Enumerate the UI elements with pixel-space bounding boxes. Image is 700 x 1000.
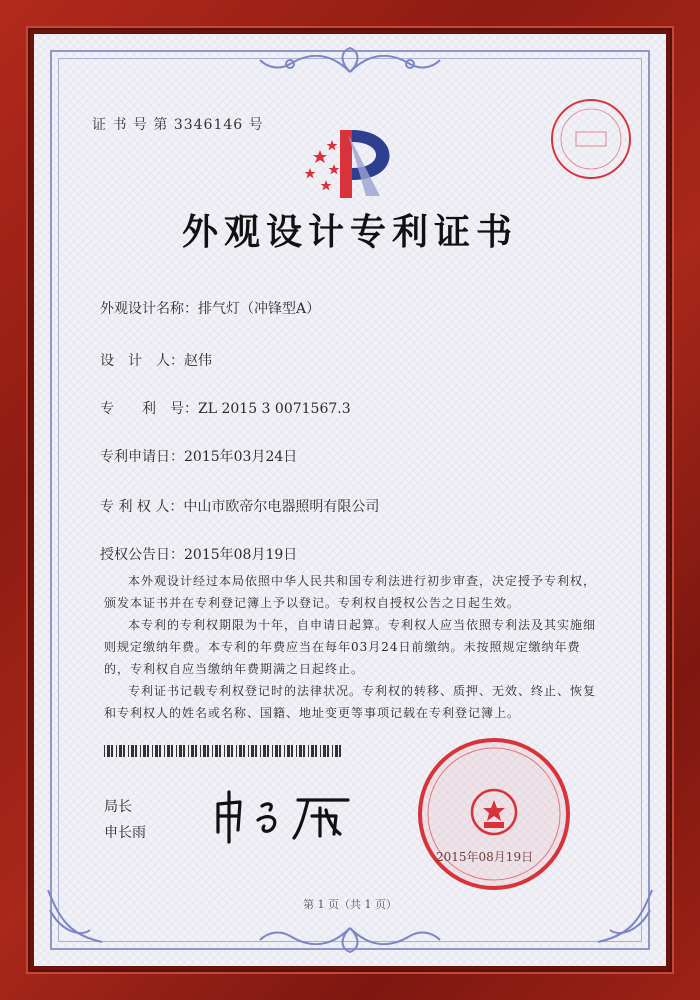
barcode-stripe bbox=[303, 745, 305, 757]
barcode-stripe bbox=[111, 745, 113, 757]
signatory-name: 申长雨 bbox=[104, 825, 146, 841]
barcode-stripe bbox=[155, 745, 158, 757]
signatory-role: 局长 bbox=[104, 799, 132, 815]
certificate-number bbox=[92, 114, 264, 134]
barcode-stripe bbox=[171, 745, 173, 757]
design-name-label: 外观设计名称： bbox=[100, 301, 198, 317]
barcode-stripe bbox=[267, 745, 269, 757]
barcode-stripe bbox=[284, 745, 285, 757]
barcode-stripe bbox=[239, 745, 242, 757]
barcode-stripe bbox=[299, 745, 302, 757]
barcode-stripe bbox=[152, 745, 153, 757]
handwritten-signature bbox=[208, 786, 358, 846]
barcode-stripe bbox=[311, 745, 314, 757]
patent-owner-value: 中山市欧帝尔电器照明有限公司 bbox=[183, 499, 380, 515]
certificate-title: 外观设计专利证书 bbox=[181, 211, 518, 253]
barcode-stripe bbox=[308, 745, 309, 757]
barcode-stripe bbox=[135, 745, 137, 757]
barcode-stripe bbox=[176, 745, 177, 757]
official-seal bbox=[414, 734, 574, 894]
barcode-stripe bbox=[335, 745, 338, 757]
barcode-stripe bbox=[332, 745, 333, 757]
barcode-stripe bbox=[188, 745, 189, 757]
bottom-ornament bbox=[250, 918, 450, 958]
barcode-stripe bbox=[119, 745, 122, 757]
barcode-stripe bbox=[200, 745, 201, 757]
barcode-stripe bbox=[251, 745, 254, 757]
barcode-stripe bbox=[287, 745, 290, 757]
patent-owner-label: 专 利 权 人： bbox=[100, 499, 184, 515]
patent-number-label: 专 利 号： bbox=[100, 401, 198, 417]
application-date-label: 专利申请日： bbox=[100, 449, 184, 465]
designer-label: 设 计 人： bbox=[100, 353, 184, 369]
barcode-stripe bbox=[255, 745, 257, 757]
barcode-stripe bbox=[224, 745, 225, 757]
barcode-stripe bbox=[236, 745, 237, 757]
barcode-stripe bbox=[164, 745, 165, 757]
barcode-stripe bbox=[203, 745, 206, 757]
corner-ornament-br bbox=[590, 880, 660, 950]
page-number: 第 1 页（共 1 页） bbox=[303, 898, 397, 911]
certificate-number-label: 证 书 号 第 bbox=[92, 117, 169, 133]
barcode-stripe bbox=[279, 745, 281, 757]
barcode-stripe bbox=[291, 745, 293, 757]
barcode-stripe bbox=[107, 745, 110, 757]
design-name-value: 排气灯（冲锋型A） bbox=[198, 301, 321, 317]
top-ornament bbox=[250, 42, 450, 82]
barcode-stripe bbox=[104, 745, 105, 757]
field-grant-date bbox=[100, 544, 297, 564]
field-application-date bbox=[100, 446, 297, 466]
field-designer bbox=[100, 350, 212, 370]
barcode-stripe bbox=[215, 745, 218, 757]
seal-date: 2015年08月19日 bbox=[436, 850, 534, 864]
patent-office-logo bbox=[300, 124, 410, 204]
barcode-stripe bbox=[260, 745, 261, 757]
grant-date-value: 2015年08月19日 bbox=[184, 547, 298, 563]
barcode-stripe bbox=[131, 745, 134, 757]
field-patent-number bbox=[100, 398, 351, 418]
body-paragraph-2: 本专利的专利权期限为十年，自申请日起算。专利权人应当依照专利法及其实施细则规定缴纳年费。本专利的年费应当在每年03月24日前缴纳。未按照规定缴纳年费的，专利权自应当缴纳年费期满之日起终止。 bbox=[104, 618, 597, 676]
barcode-stripe bbox=[167, 745, 170, 757]
certificate-number-value: 3346146 bbox=[173, 117, 244, 133]
barcode-stripe bbox=[191, 745, 194, 757]
barcode-stripe bbox=[231, 745, 233, 757]
agency-stamp bbox=[548, 96, 634, 182]
barcode-stripe bbox=[219, 745, 221, 757]
designer-value: 赵伟 bbox=[184, 353, 212, 369]
barcode-stripe bbox=[296, 745, 297, 757]
barcode-stripe bbox=[272, 745, 273, 757]
barcode-stripe bbox=[183, 745, 185, 757]
barcode-stripe bbox=[323, 745, 326, 757]
barcode-stripe bbox=[140, 745, 141, 757]
patent-number-value: ZL 2015 3 0071567.3 bbox=[198, 401, 351, 417]
barcode-stripe bbox=[263, 745, 266, 757]
barcode-stripe bbox=[315, 745, 317, 757]
barcode-stripe bbox=[159, 745, 161, 757]
certificate-body bbox=[104, 570, 600, 724]
barcode-stripe bbox=[128, 745, 129, 757]
barcode-stripe bbox=[116, 745, 117, 757]
body-paragraph-3: 专利证书记载专利权登记时的法律状况。专利权的转移、质押、无效、终止、恢复和专利权人的姓名或名称、国籍、地址变更等事项记载在专利登记簿上。 bbox=[104, 684, 597, 720]
barcode-stripe bbox=[179, 745, 182, 757]
barcode-stripe bbox=[143, 745, 146, 757]
barcode-stripe bbox=[147, 745, 149, 757]
field-design-name bbox=[100, 298, 320, 318]
barcode-stripe bbox=[207, 745, 209, 757]
application-date-value: 2015年03月24日 bbox=[184, 449, 298, 465]
barcode-stripe bbox=[248, 745, 249, 757]
field-patent-owner bbox=[100, 496, 379, 516]
body-paragraph-1: 本外观设计经过本局依照中华人民共和国专利法进行初步审查，决定授予专利权，颁发本证书并在专利登记簿上予以登记。专利权自授权公告之日起生效。 bbox=[104, 574, 597, 610]
barcode-stripe bbox=[327, 745, 329, 757]
grant-date-label: 授权公告日： bbox=[100, 547, 184, 563]
barcode-stripe bbox=[339, 745, 341, 757]
barcode-stripe bbox=[243, 745, 245, 757]
barcode-stripe bbox=[227, 745, 230, 757]
barcode-stripe bbox=[275, 745, 278, 757]
barcode bbox=[104, 745, 344, 757]
barcode-stripe bbox=[212, 745, 213, 757]
certificate-number-suffix: 号 bbox=[248, 117, 264, 133]
barcode-stripe bbox=[320, 745, 321, 757]
corner-ornament-bl bbox=[40, 880, 110, 950]
barcode-stripe bbox=[195, 745, 197, 757]
barcode-stripe bbox=[123, 745, 125, 757]
